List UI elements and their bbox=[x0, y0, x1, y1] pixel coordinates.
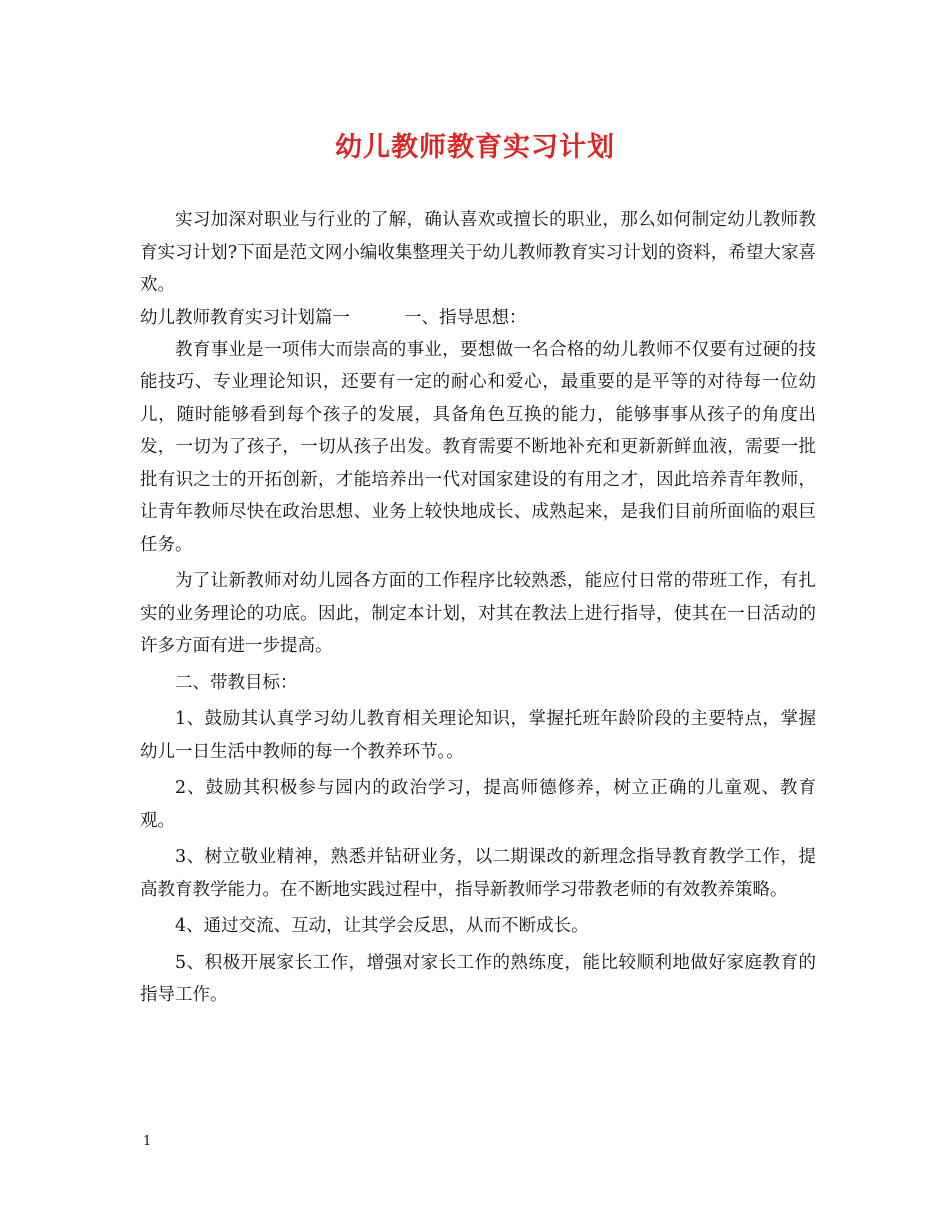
guiding-ideology-heading: 一、指导思想： bbox=[404, 307, 527, 328]
document-body bbox=[140, 204, 816, 1012]
section-heading-row bbox=[140, 302, 816, 334]
paragraph-guiding-ideology: 教育事业是一项伟大而崇高的事业，要想做一名合格的幼儿教师不仅要有过硬的技能技巧、专业理论知识，还要有一定的耐心和爱心，最重要的是平等的对待每一位幼儿，随时能够看到每个孩子的发展，具备角色互换的能力，能够事事从孩子的角度出发，一切为了孩子，一切从孩子出发。教育需要不断地补充和更新新鲜血液，需要一批批有识之士的开拓创新，才能培养出一代对国家建设的有用之才，因此培养青年教师，让青年教师尽快在政治思想、业务上较快地成长、成熟起来，是我们目前所面临的艰巨任务。 bbox=[140, 339, 816, 555]
goal-item: 2、鼓励其积极参与园内的政治学习，提高师德修养，树立正确的儿童观、教育观。 bbox=[140, 778, 816, 831]
paragraph-plan-purpose: 为了让新教师对幼儿园各方面的工作程序比较熟悉，能应付日常的带班工作，有扎实的业务理论的功底。因此，制定本计划，对其在教法上进行指导，使其在一日活动的许多方面有进一步提高。 bbox=[140, 571, 816, 656]
teaching-goals-heading: 二、带教目标： bbox=[175, 672, 298, 693]
intro-paragraph: 实习加深对职业与行业的了解，确认喜欢或擅长的职业，那么如何制定幼儿教师教育实习计划?下面是范文网小编收集整理关于幼儿教师教育实习计划的资料，希望大家喜欢。 bbox=[140, 210, 816, 295]
goal-item: 1、鼓励其认真学习幼儿教育相关理论知识，掌握托班年龄阶段的主要特点，掌握幼儿一日生活中教师的每一个教养环节。。 bbox=[140, 709, 816, 762]
document-title: 幼儿教师教育实习计划 bbox=[335, 132, 615, 163]
goal-item: 5、积极开展家长工作，增强对家长工作的熟练度，能比较顺利地做好家庭教育的指导工作。 bbox=[140, 952, 816, 1005]
goal-item: 4、通过交流、互动，让其学会反思，从而不断成长。 bbox=[175, 916, 589, 936]
goal-item: 3、树立敬业精神，熟悉并钻研业务，以二期课改的新理念指导教育教学工作，提高教育教学能力。在不断地实践过程中，指导新教师学习带教老师的有效教养策略。 bbox=[140, 847, 816, 900]
section-label: 幼儿教师教育实习计划篇一 bbox=[140, 307, 350, 328]
page-number: 1 bbox=[143, 1134, 152, 1149]
